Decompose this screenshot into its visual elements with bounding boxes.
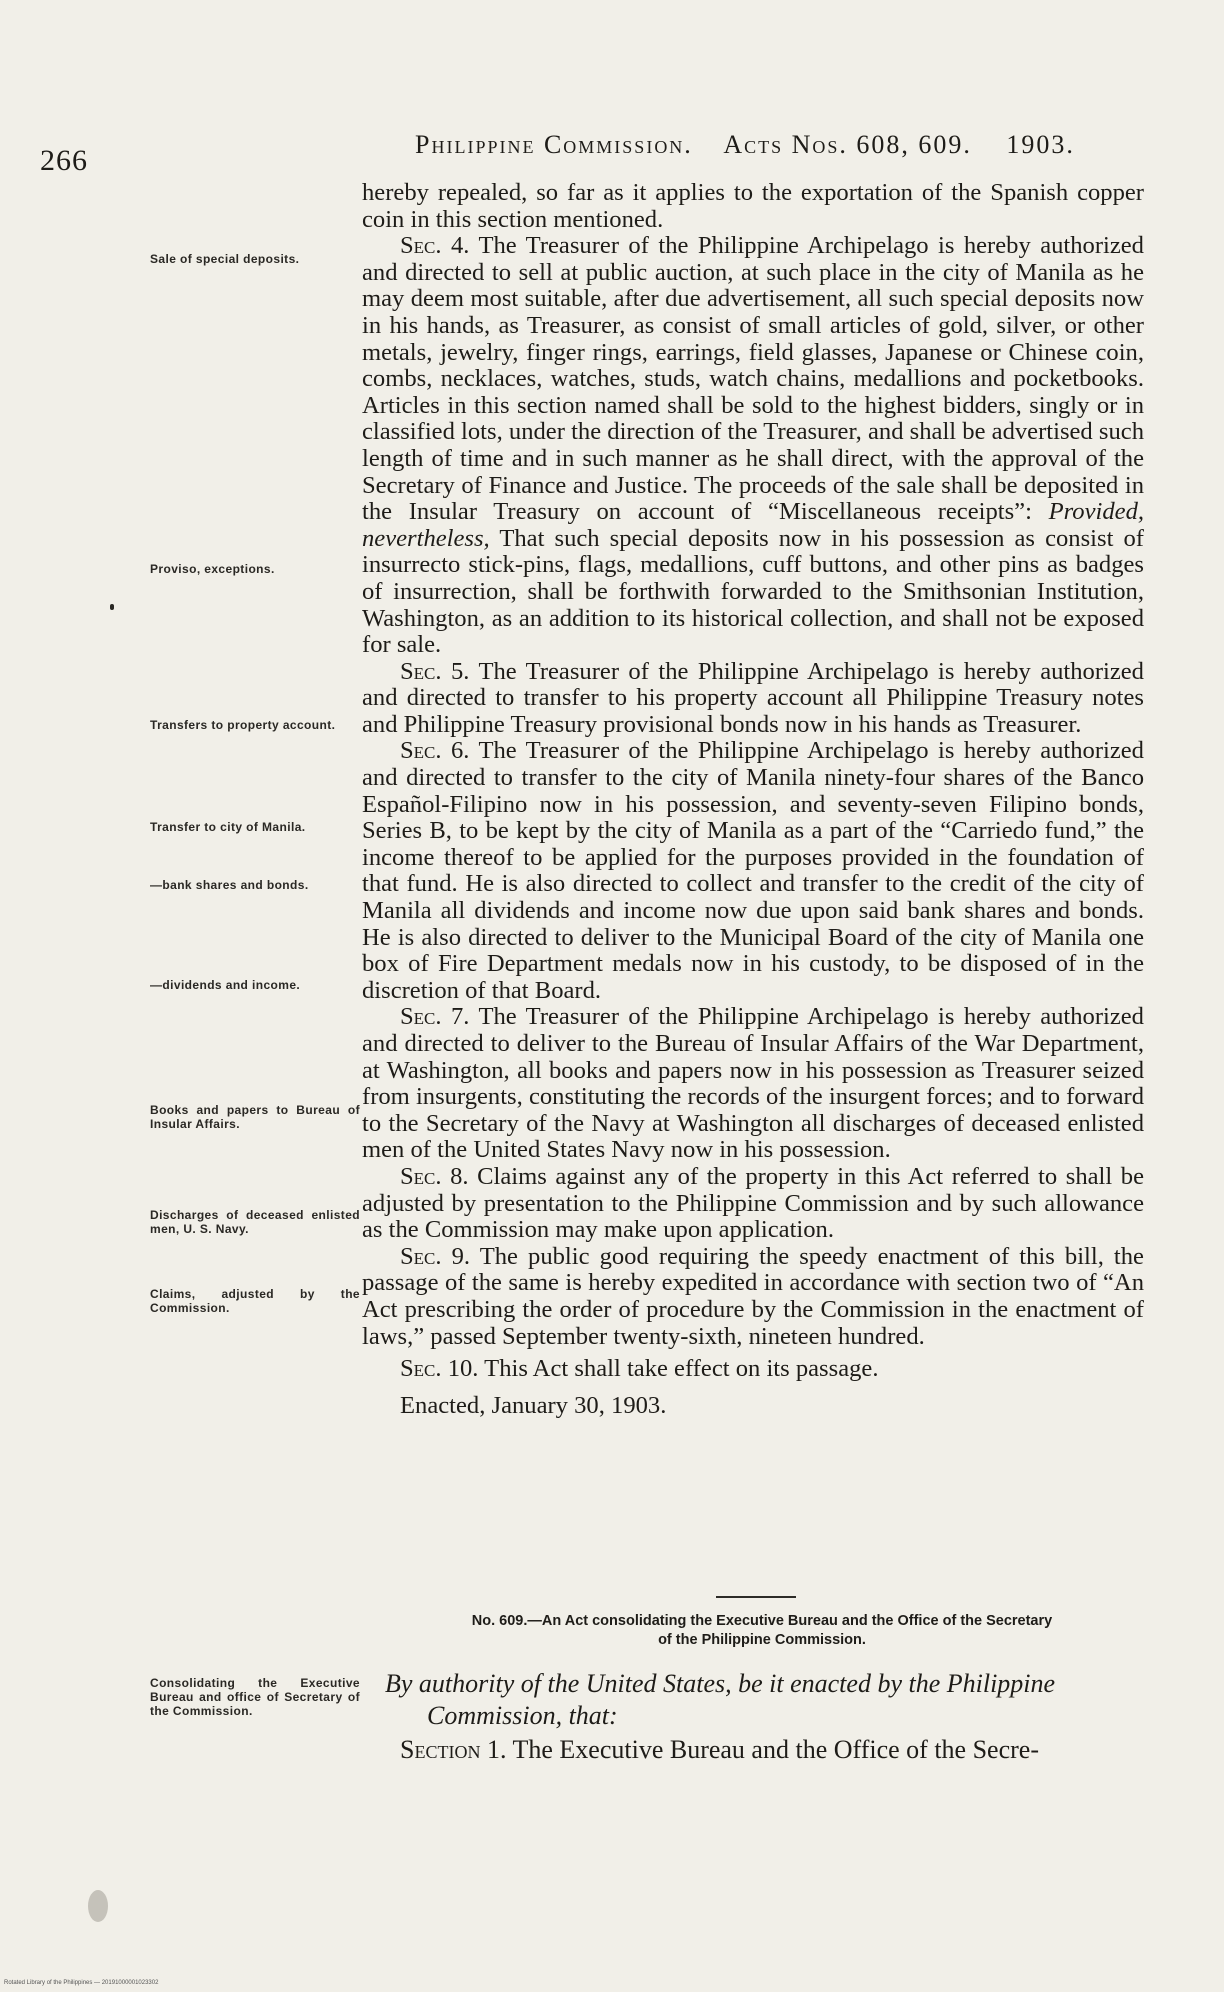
running-acts: Acts Nos. 608, 609. bbox=[723, 130, 972, 159]
section-10 bbox=[362, 1356, 1144, 1383]
margin-note-sale-special-deposits: Sale of special deposits. bbox=[150, 252, 300, 266]
margin-note-transfer-manila: Transfer to city of Manila. bbox=[150, 820, 306, 834]
section-4-proviso-text: That such special deposits now in his possession as consist of insurrecto stick-pins, flags, medallions, cuff buttons, and other pins as badges of insurrection, shall be forthwith forwarded to the Smithsonian Institution, Washington, as an addition to its historical collection, and shall not be exposed for sale. bbox=[362, 524, 1144, 659]
margin-note-bank-shares: —bank shares and bonds. bbox=[150, 878, 309, 892]
paragraph-repeal: hereby repealed, so far as it applies to the exportation of the Spanish copper coin in this section mentioned. bbox=[362, 179, 1144, 233]
enacting-clause-line-1: By authority of the United States, be it enacted by the Philippine bbox=[385, 1669, 1056, 1698]
running-year: 1903. bbox=[1006, 130, 1075, 159]
section-1-label: Section 1. bbox=[400, 1735, 507, 1764]
section-4-text: The Treasurer of the Philippine Archipelago is hereby authorized and directed to sell at public auction, at such place in the city of Manila as he may deem most suitable, after due advertisement, all such special deposits now in his hands, as Treasurer, as consist of small articles of gold, silver, or other metals, jewelry, finger rings, earrings, field glasses, Japanese or Chinese coin, combs, necklaces, watches, studs, watch chains, medallions and pocketbooks. Articles in this section named shall be sold to the highest bidders, singly or in classified lots, under the direction of the Treasurer, and shall be advertised such length of time and in such manner as he shall direct, with the approval of the Secretary of Finance and Justice. The proceeds of the sale shall be deposited in the Insular Treasury on account of “Miscellaneous receipts”: bbox=[362, 232, 1144, 526]
paper-smudge bbox=[88, 1890, 108, 1922]
section-5 bbox=[362, 659, 1144, 739]
section-4-proviso-italic: Provided, nevertheless, bbox=[362, 498, 1145, 552]
enacting-clause-line-2: Commission, that: bbox=[427, 1701, 618, 1730]
margin-note-claims: Claims, adjusted by the Commission. bbox=[150, 1287, 360, 1315]
running-head bbox=[415, 130, 1075, 160]
margin-note-proviso: Proviso, exceptions. bbox=[150, 562, 275, 576]
section-4 bbox=[362, 233, 1144, 659]
section-7-label: Sec. 7. bbox=[400, 1003, 470, 1031]
page-number: 266 bbox=[40, 144, 88, 177]
act-608-body bbox=[362, 180, 1144, 1419]
act-609-heading bbox=[372, 1612, 1152, 1650]
section-6 bbox=[362, 738, 1144, 1004]
margin-note-consolidating: Consolidating the Executive Bureau and office of Secretary of the Commission. bbox=[150, 1676, 360, 1718]
section-8-label: Sec. 8. bbox=[400, 1162, 469, 1190]
enacted-date: Enacted, January 30, 1903. bbox=[400, 1391, 667, 1419]
section-5-label: Sec. 5. bbox=[400, 657, 470, 685]
act-609-heading-line-1: No. 609.—An Act consolidating the Executive Bureau and the Office of the Secretary bbox=[471, 1613, 1053, 1629]
act-609-section-1 bbox=[400, 1735, 1160, 1765]
section-6-text: The Treasurer of the Philippine Archipelago is hereby authorized and directed to transfer to the city of Manila ninety-four shares of the Banco Español-Filipino now in his possession, and seventy-seven Filipino bonds, Series B, to be kept by the city of Manila as a part of the “Carriedo fund,” the income thereof to be applied for the purposes provided in the foundation of that fund. He is also directed to collect and transfer to the credit of the city of Manila all dividends and income now due upon said bank shares and bonds. He is also directed to deliver to the Municipal Board of the city of Manila one box of Fire Department medals now in his custody, to be disposed of in the discretion of that Board. bbox=[362, 737, 1144, 1004]
section-8 bbox=[362, 1164, 1144, 1244]
section-6-label: Sec. 6. bbox=[400, 737, 470, 765]
section-7-text: The Treasurer of the Philippine Archipelago is hereby authorized and directed to deliver to the Bureau of Insular Affairs of the War Department, at Washington, all books and papers now in his possession as Treasurer seized from insurgents, constituting the records of the insurgent forces; and to forward to the Secretary of the Navy at Washington all discharges of deceased enlisted men of the United States Navy now in his possession. bbox=[362, 1003, 1144, 1164]
section-9 bbox=[362, 1244, 1144, 1350]
act-609-heading-line-2: of the Philippine Commission. bbox=[658, 1632, 866, 1648]
margin-note-transfers-property: Transfers to property account. bbox=[150, 718, 336, 732]
section-divider bbox=[716, 1596, 796, 1598]
enacting-clause bbox=[385, 1668, 1155, 1732]
section-1-text: The Executive Bureau and the Office of the Secre- bbox=[512, 1735, 1039, 1764]
section-10-text: This Act shall take effect on its passage. bbox=[484, 1355, 879, 1383]
section-9-text: The public good requiring the speedy enactment of this bill, the passage of the same is hereby expedited in accordance with section two of “An Act prescribing the order of procedure by the Commission in the enactment of laws,” passed September twenty-sixth, nineteen hundred. bbox=[362, 1242, 1144, 1350]
section-10-label: Sec. 10. bbox=[400, 1355, 479, 1383]
section-4-label: Sec. 4. bbox=[400, 232, 470, 260]
section-5-text: The Treasurer of the Philippine Archipelago is hereby authorized and directed to transfer to his property account all Philippine Treasury notes and Philippine Treasury provisional bonds now in his hands as Treasurer. bbox=[362, 657, 1144, 738]
scan-footer: Rotated Library of the Philippines — 20191000001023302 bbox=[4, 1980, 159, 1986]
running-title: Philippine Commission. bbox=[415, 130, 693, 159]
ink-speck bbox=[110, 604, 114, 610]
margin-note-books-papers: Books and papers to Bureau of Insular Affairs. bbox=[150, 1103, 360, 1131]
section-8-text: Claims against any of the property in this Act referred to shall be adjusted by presentation to the Philippine Commission and by such allowance as the Commission may make upon application. bbox=[362, 1162, 1144, 1244]
section-7 bbox=[362, 1004, 1144, 1164]
section-9-label: Sec. 9. bbox=[400, 1242, 471, 1270]
margin-note-dividends: —dividends and income. bbox=[150, 978, 301, 992]
margin-note-discharges: Discharges of deceased enlisted men, U. S. Navy. bbox=[150, 1208, 360, 1236]
